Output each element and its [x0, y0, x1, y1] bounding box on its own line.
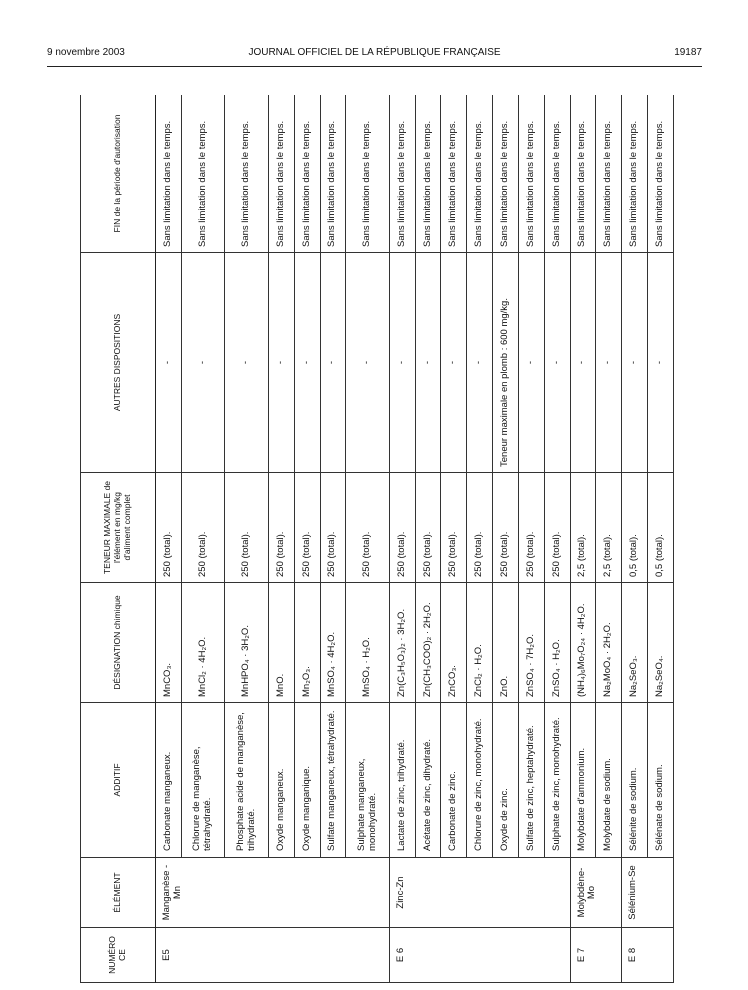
teneur-cell: 250 (total).: [346, 473, 390, 583]
table-row: [346, 95, 390, 983]
designation-cell: Na₂MoO₄ · 2H₂O.: [596, 583, 622, 703]
autres-dispositions-cell: Teneur maximale en plomb : 600 mg/kg.: [493, 253, 519, 473]
designation-cell: Zn(CH₃COO)₂ · 2H₂O.: [415, 583, 441, 703]
element-cell: Manganèse - Mn: [156, 858, 390, 928]
teneur-cell: 2,5 (total).: [596, 473, 622, 583]
page-number: 19187: [674, 47, 702, 58]
additif-cell: Sulphate manganeux, monohydraté.: [346, 703, 390, 858]
teneur-cell: 250 (total).: [225, 473, 269, 583]
journal-title: JOURNAL OFFICIEL DE LA RÉPUBLIQUE FRANÇAISE: [248, 47, 501, 58]
autres-dispositions-cell: -: [294, 253, 320, 473]
teneur-cell: 0,5 (total).: [647, 473, 673, 583]
rotated-table-container: [80, 95, 674, 983]
autres-dispositions-cell: -: [225, 253, 269, 473]
page-header: [47, 47, 702, 63]
teneur-cell: 0,5 (total).: [622, 473, 648, 583]
fin-periode-cell: Sans limitation dans le temps.: [181, 95, 225, 253]
teneur-cell: 250 (total).: [415, 473, 441, 583]
additif-cell: Molybdate de sodium.: [596, 703, 622, 858]
autres-dispositions-cell: -: [467, 253, 493, 473]
additif-cell: Chlorure de manganèse, tétrahydraté.: [181, 703, 225, 858]
fin-periode-cell: Sans limitation dans le temps.: [415, 95, 441, 253]
table-row: [622, 95, 648, 983]
designation-cell: ZnO.: [493, 583, 519, 703]
fin-periode-cell: Sans limitation dans le temps.: [389, 95, 415, 253]
additif-cell: Sulfate manganeux, tétrahydraté.: [320, 703, 346, 858]
col-header-numero: NUMÉRO CE: [81, 928, 156, 983]
additif-cell: Oxyde manganique.: [294, 703, 320, 858]
numero-ce-cell: E 6: [389, 928, 570, 983]
element-cell: Sélénium-Se: [622, 858, 674, 928]
table-row: [320, 95, 346, 983]
fin-periode-cell: Sans limitation dans le temps.: [518, 95, 544, 253]
table-row: [181, 95, 225, 983]
designation-cell: ZnSO₄ · H₂O.: [544, 583, 570, 703]
table-row: [441, 95, 467, 983]
col-header-autres: AUTRES DISPOSITIONS: [81, 253, 156, 473]
col-header-fin: FIN de la période d'autorisation: [81, 95, 156, 253]
table-row: [294, 95, 320, 983]
teneur-cell: 250 (total).: [181, 473, 225, 583]
fin-periode-cell: Sans limitation dans le temps.: [647, 95, 673, 253]
additif-cell: Chlorure de zinc, monohydraté.: [467, 703, 493, 858]
header-rule: [47, 66, 702, 67]
table-row: [518, 95, 544, 983]
additif-cell: Lactate de zinc, trihydraté.: [389, 703, 415, 858]
table-row: [647, 95, 673, 983]
designation-cell: MnSO₄ · H₂O.: [346, 583, 390, 703]
autres-dispositions-cell: -: [181, 253, 225, 473]
table-row: [493, 95, 519, 983]
designation-cell: ZnCl₂ · H₂O.: [467, 583, 493, 703]
additif-cell: Oxyde de zinc.: [493, 703, 519, 858]
table-row: [467, 95, 493, 983]
fin-periode-cell: Sans limitation dans le temps.: [156, 95, 182, 253]
table-row: [544, 95, 570, 983]
fin-periode-cell: Sans limitation dans le temps.: [294, 95, 320, 253]
fin-periode-cell: Sans limitation dans le temps.: [544, 95, 570, 253]
fin-periode-cell: Sans limitation dans le temps.: [225, 95, 269, 253]
numero-ce-cell: E5: [156, 928, 390, 983]
element-cell: Molybdène-Mo: [570, 858, 622, 928]
additif-cell: Carbonate manganeux.: [156, 703, 182, 858]
additif-cell: Sélénite de sodium.: [622, 703, 648, 858]
additif-cell: Molybdate d'ammonium.: [570, 703, 596, 858]
table-header-row: [81, 95, 156, 983]
autres-dispositions-cell: -: [570, 253, 596, 473]
additif-cell: Sulphate de zinc, monohydraté.: [544, 703, 570, 858]
table-row: [225, 95, 269, 983]
table-body: [156, 95, 674, 983]
designation-cell: Na₂SeO₄.: [647, 583, 673, 703]
table-row: [156, 95, 182, 983]
autres-dispositions-cell: -: [268, 253, 294, 473]
teneur-cell: 250 (total).: [389, 473, 415, 583]
teneur-cell: 250 (total).: [441, 473, 467, 583]
autres-dispositions-cell: -: [596, 253, 622, 473]
issue-date: 9 novembre 2003: [47, 47, 125, 58]
designation-cell: Na₂SeO₃.: [622, 583, 648, 703]
table-row: [596, 95, 622, 983]
teneur-cell: 2,5 (total).: [570, 473, 596, 583]
fin-periode-cell: Sans limitation dans le temps.: [320, 95, 346, 253]
designation-cell: MnCO₃.: [156, 583, 182, 703]
teneur-cell: 250 (total).: [518, 473, 544, 583]
autres-dispositions-cell: -: [518, 253, 544, 473]
teneur-cell: 250 (total).: [268, 473, 294, 583]
fin-periode-cell: Sans limitation dans le temps.: [467, 95, 493, 253]
autres-dispositions-cell: -: [441, 253, 467, 473]
col-header-additif: ADDITIF: [81, 703, 156, 858]
fin-periode-cell: Sans limitation dans le temps.: [493, 95, 519, 253]
table-row: [389, 95, 415, 983]
autres-dispositions-cell: -: [389, 253, 415, 473]
additif-cell: Oxyde manganeux.: [268, 703, 294, 858]
designation-cell: (NH₄)₆Mo₇O₂₄ · 4H₂O.: [570, 583, 596, 703]
designation-cell: MnSO₄ · 4H₂O.: [320, 583, 346, 703]
additif-cell: Phosphate acide de manganèse, trihydraté.: [225, 703, 269, 858]
designation-cell: Zn(C₃H₅O₃)₂ · 3H₂O.: [389, 583, 415, 703]
fin-periode-cell: Sans limitation dans le temps.: [596, 95, 622, 253]
teneur-cell: 250 (total).: [493, 473, 519, 583]
autres-dispositions-cell: -: [622, 253, 648, 473]
designation-cell: MnCl₂ · 4H₂O.: [181, 583, 225, 703]
designation-cell: MnHPO₄ · 3H₂O.: [225, 583, 269, 703]
autres-dispositions-cell: -: [544, 253, 570, 473]
numero-ce-cell: E 8: [622, 928, 674, 983]
autres-dispositions-cell: -: [156, 253, 182, 473]
autres-dispositions-cell: -: [346, 253, 390, 473]
fin-periode-cell: Sans limitation dans le temps.: [622, 95, 648, 253]
fin-periode-cell: Sans limitation dans le temps.: [570, 95, 596, 253]
teneur-cell: 250 (total).: [294, 473, 320, 583]
col-header-element: ÉLÉMENT: [81, 858, 156, 928]
autres-dispositions-cell: -: [415, 253, 441, 473]
teneur-cell: 250 (total).: [156, 473, 182, 583]
designation-cell: Mn₂O₃.: [294, 583, 320, 703]
fin-periode-cell: Sans limitation dans le temps.: [268, 95, 294, 253]
col-header-teneur: TENEUR MAXIMALE de l'élément en mg/kg d'aliment complet: [81, 473, 156, 583]
table-row: [415, 95, 441, 983]
numero-ce-cell: E 7: [570, 928, 622, 983]
rotated-table-frame: [80, 95, 674, 983]
col-header-designation: DÉSIGNATION chimique: [81, 583, 156, 703]
additif-cell: Sélénate de sodium.: [647, 703, 673, 858]
designation-cell: ZnSO₄ · 7H₂O.: [518, 583, 544, 703]
additives-table: [80, 95, 674, 983]
element-cell: Zinc-Zn: [389, 858, 570, 928]
additif-cell: Carbonate de zinc.: [441, 703, 467, 858]
additif-cell: Sulfate de zinc, heptahydraté.: [518, 703, 544, 858]
autres-dispositions-cell: -: [320, 253, 346, 473]
teneur-cell: 250 (total).: [320, 473, 346, 583]
table-row: [268, 95, 294, 983]
fin-periode-cell: Sans limitation dans le temps.: [441, 95, 467, 253]
designation-cell: ZnCO₃.: [441, 583, 467, 703]
teneur-cell: 250 (total).: [467, 473, 493, 583]
additif-cell: Acétate de zinc, dihydraté.: [415, 703, 441, 858]
designation-cell: MnO.: [268, 583, 294, 703]
fin-periode-cell: Sans limitation dans le temps.: [346, 95, 390, 253]
table-row: [570, 95, 596, 983]
autres-dispositions-cell: -: [647, 253, 673, 473]
teneur-cell: 250 (total).: [544, 473, 570, 583]
